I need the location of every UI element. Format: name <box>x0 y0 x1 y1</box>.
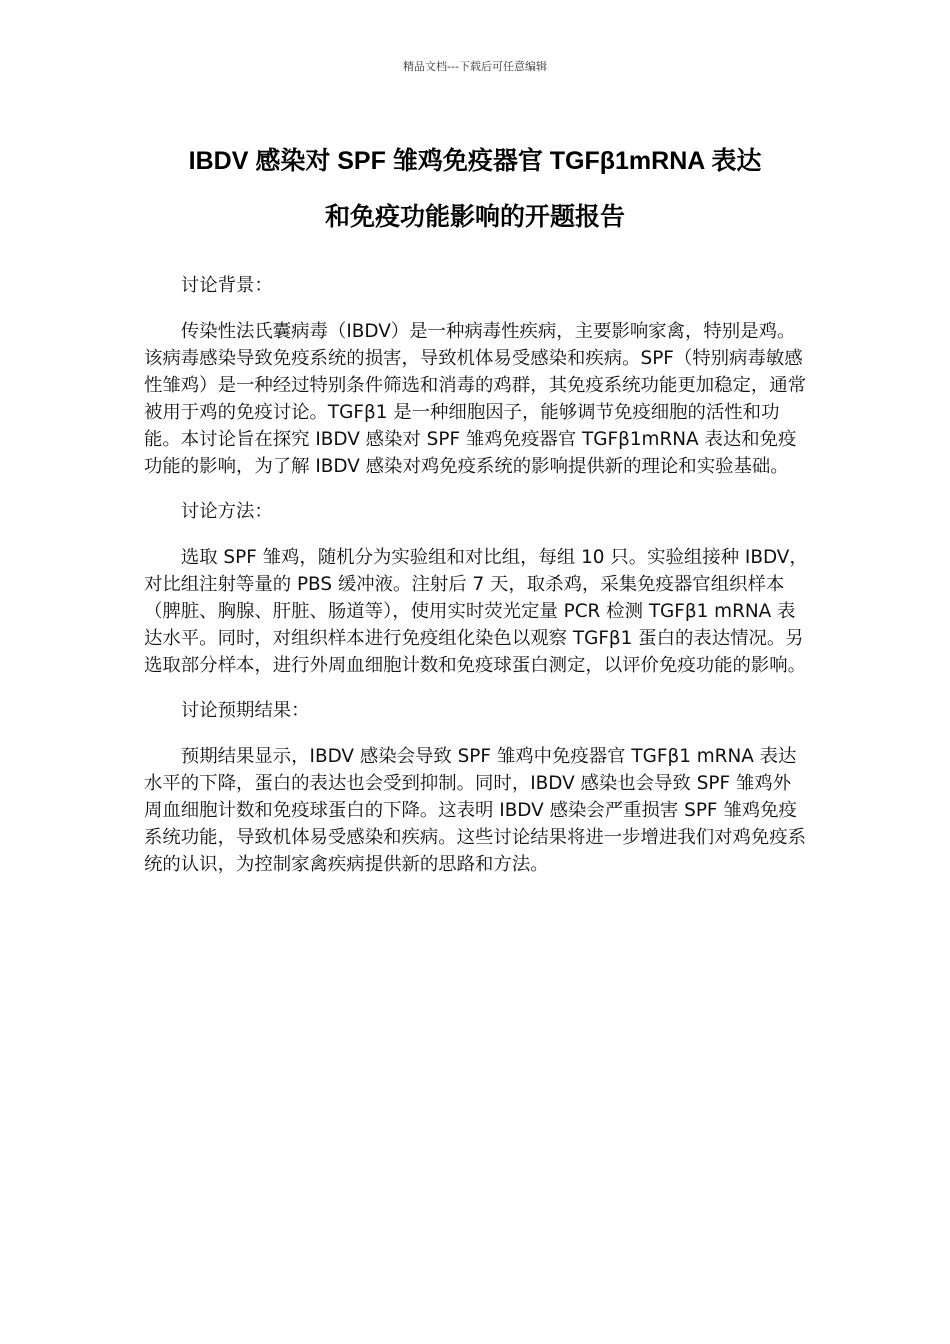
section-heading-methods: 讨论方法： <box>180 501 273 522</box>
section-heading-expected-results: 讨论预期结果： <box>180 700 310 721</box>
document-title-line-1: IBDV 感染对 SPF 雏鸡免疫器官 TGFβ1mRNA 表达 <box>188 147 762 175</box>
document-body <box>144 272 808 896</box>
section-heading-background: 讨论背景： <box>180 275 273 296</box>
section-text-methods: 选取 SPF 雏鸡，随机分为实验组和对比组，每组 10 只。实验组接种 IBDV，对比组注射等量的 PBS 缓冲液。注射后 7 天，取杀鸡，采集免疫器官组织样本（脾脏、胸腺、肝脏、肠道等），使用实时荧光定量 PCR 检测 TGFβ1 mRNA 表达水平。同时，对组织样本进行免疫组化染色以观察 TGFβ1 蛋白的表达情况。另选取部分样本，进行外周血细胞计数和免疫球蛋白测定，以评价免疫功能的影响。 <box>144 547 808 676</box>
header-note: 精品文档---下载后可任意编辑 <box>403 60 547 73</box>
document-title-line-2: 和免疫功能影响的开题报告 <box>324 203 625 231</box>
section-text-expected-results: 预期结果显示，IBDV 感染会导致 SPF 雏鸡中免疫器官 TGFβ1 mRNA 表达水平的下降，蛋白的表达也会受到抑制。同时，IBDV 感染也会导致 SPF 雏鸡外周血细胞计数和免疫球蛋白的下降。这表明 IBDV 感染会严重损害 SPF 雏鸡免疫系统功能，导致机体易受感染和疾病。这些讨论结果将进一步增进我们对鸡免疫系统的认识，为控制家禽疾病提供新的思路和方法。 <box>144 746 807 875</box>
section-text-background: 传染性法氏囊病毒（IBDV）是一种病毒性疾病，主要影响家禽，特别是鸡。该病毒感染导致免疫系统的损害，导致机体易受感染和疾病。SPF（特别病毒敏感性雏鸡）是一种经过特别条件筛选和消毒的鸡群，其免疫系统功能更加稳定，通常被用于鸡的免疫讨论。TGFβ1 是一种细胞因子，能够调节免疫细胞的活性和功能。本讨论旨在探究 IBDV 感染对 SPF 雏鸡免疫器官 TGFβ1mRNA 表达和免疫功能的影响，为了解 IBDV 感染对鸡免疫系统的影响提供新的理论和实验基础。 <box>144 321 807 477</box>
